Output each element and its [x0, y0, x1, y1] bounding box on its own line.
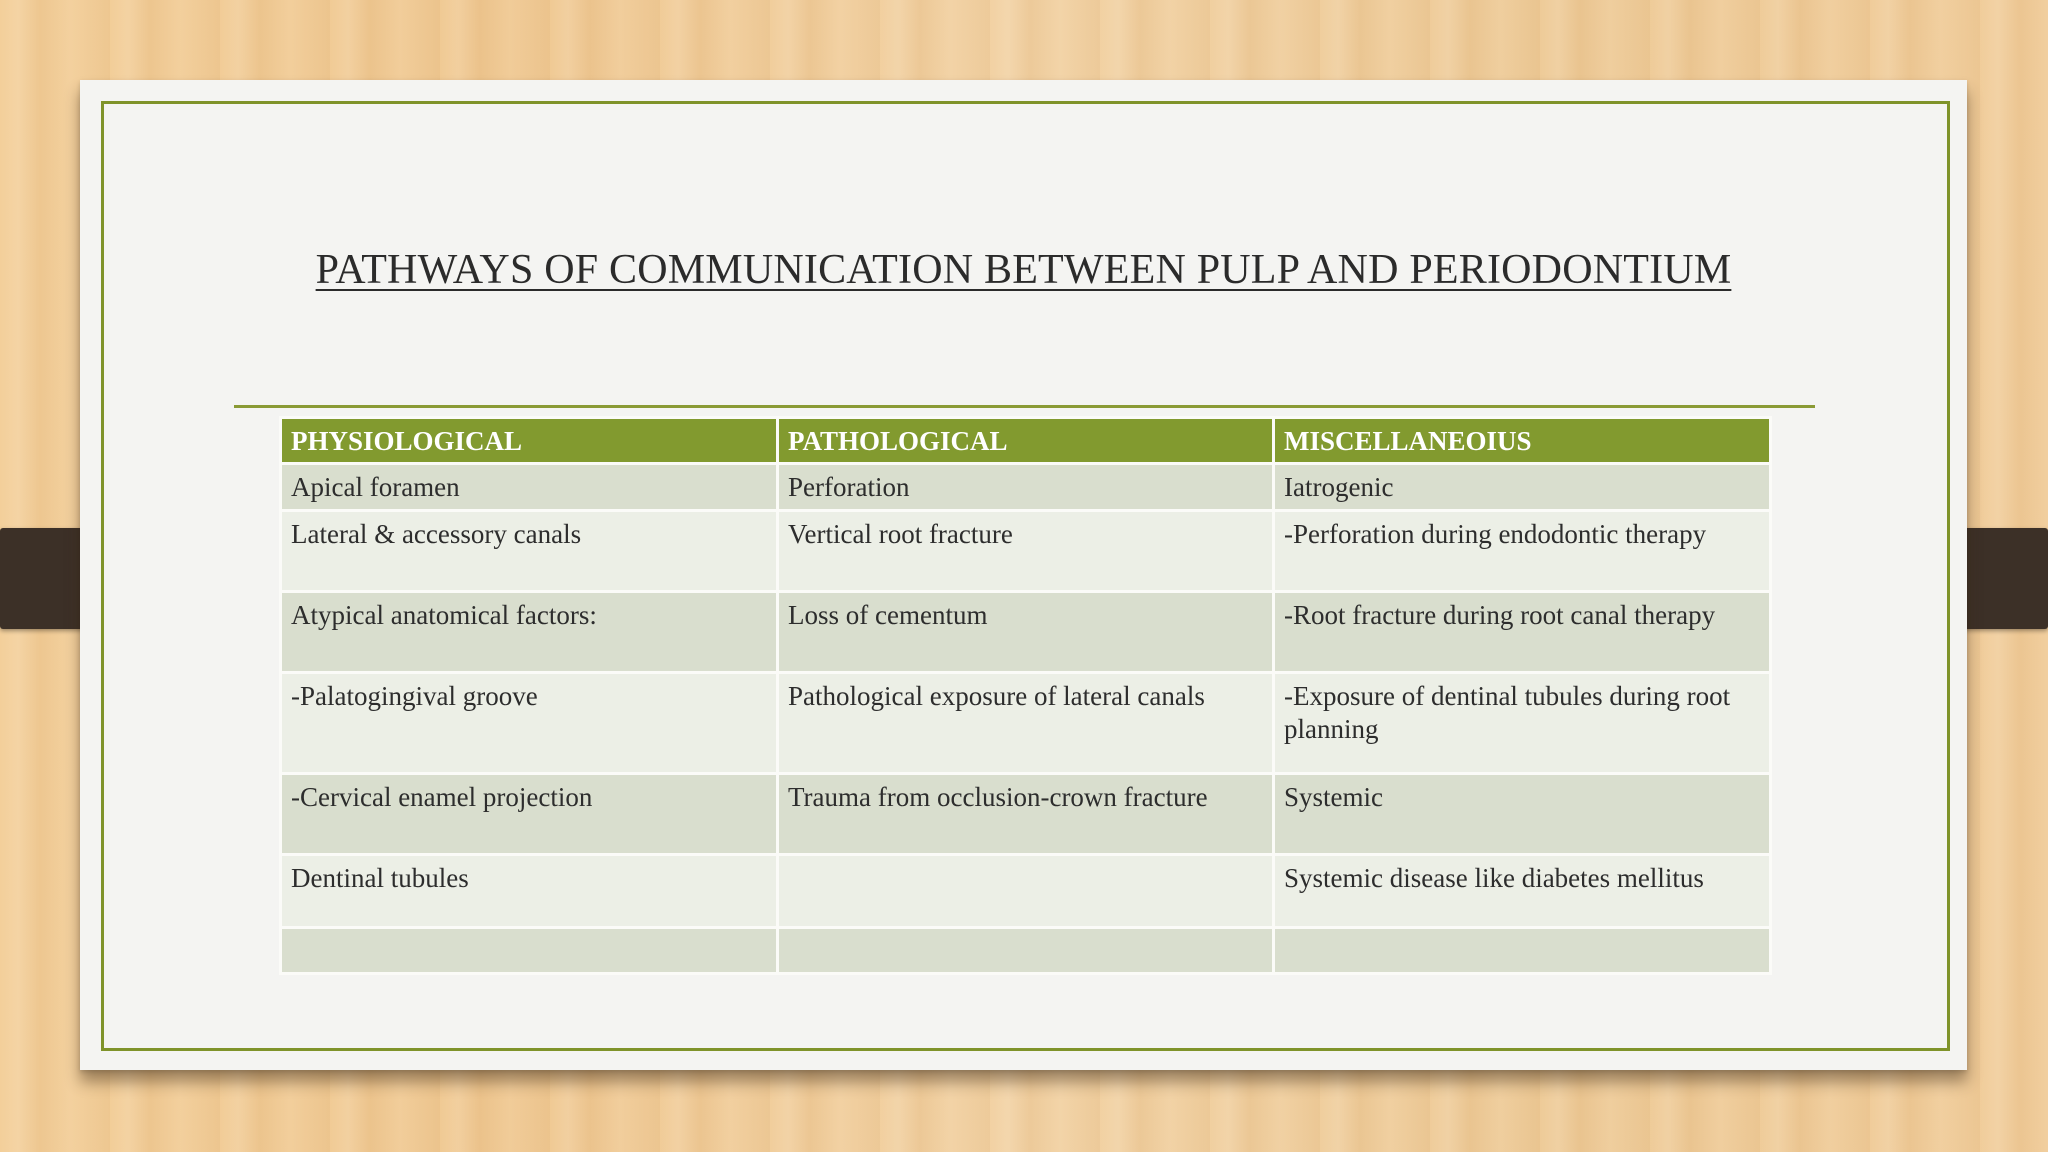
- slide-title: PATHWAYS OF COMMUNICATION BETWEEN PULP AND PERIODONTIUM: [315, 247, 1732, 293]
- table-cell: Vertical root fracture: [778, 511, 1274, 592]
- header-physiological: PHYSIOLOGICAL: [281, 418, 778, 464]
- table-cell: -Palatogingival groove: [281, 673, 778, 774]
- table-cell: [778, 855, 1274, 928]
- table-cell: Iatrogenic: [1274, 464, 1771, 511]
- table-row: [281, 592, 1771, 673]
- table-cell: Lateral & accessory canals: [281, 511, 778, 592]
- table-cell: Perforation: [778, 464, 1274, 511]
- table-cell: Apical foramen: [281, 464, 778, 511]
- slide: [80, 80, 1967, 1070]
- table-cell: [281, 928, 778, 974]
- table-cell: Pathological exposure of lateral canals: [778, 673, 1274, 774]
- table-row: [281, 464, 1771, 511]
- table-cell: [1274, 928, 1771, 974]
- header-miscellaneous: MISCELLANEOIUS: [1274, 418, 1771, 464]
- table-row: [281, 774, 1771, 855]
- title-divider: [234, 405, 1815, 408]
- table-cell: [778, 928, 1274, 974]
- table-row: [281, 511, 1771, 592]
- table-header-row: [281, 418, 1771, 464]
- table-cell: Systemic disease like diabetes mellitus: [1274, 855, 1771, 928]
- table-cell: Atypical anatomical factors:: [281, 592, 778, 673]
- table-cell: Loss of cementum: [778, 592, 1274, 673]
- header-pathological: PATHOLOGICAL: [778, 418, 1274, 464]
- table-cell: Dentinal tubules: [281, 855, 778, 928]
- table-cell: -Perforation during endodontic therapy: [1274, 511, 1771, 592]
- table-cell: Systemic: [1274, 774, 1771, 855]
- table-row: [281, 928, 1771, 974]
- pathways-table: [279, 416, 1772, 975]
- table-cell: -Cervical enamel projection: [281, 774, 778, 855]
- table-cell: -Root fracture during root canal therapy: [1274, 592, 1771, 673]
- table-cell: -Exposure of dentinal tubules during root planning: [1274, 673, 1771, 774]
- table-cell: Trauma from occlusion-crown fracture: [778, 774, 1274, 855]
- table-row: [281, 673, 1771, 774]
- table-row: [281, 855, 1771, 928]
